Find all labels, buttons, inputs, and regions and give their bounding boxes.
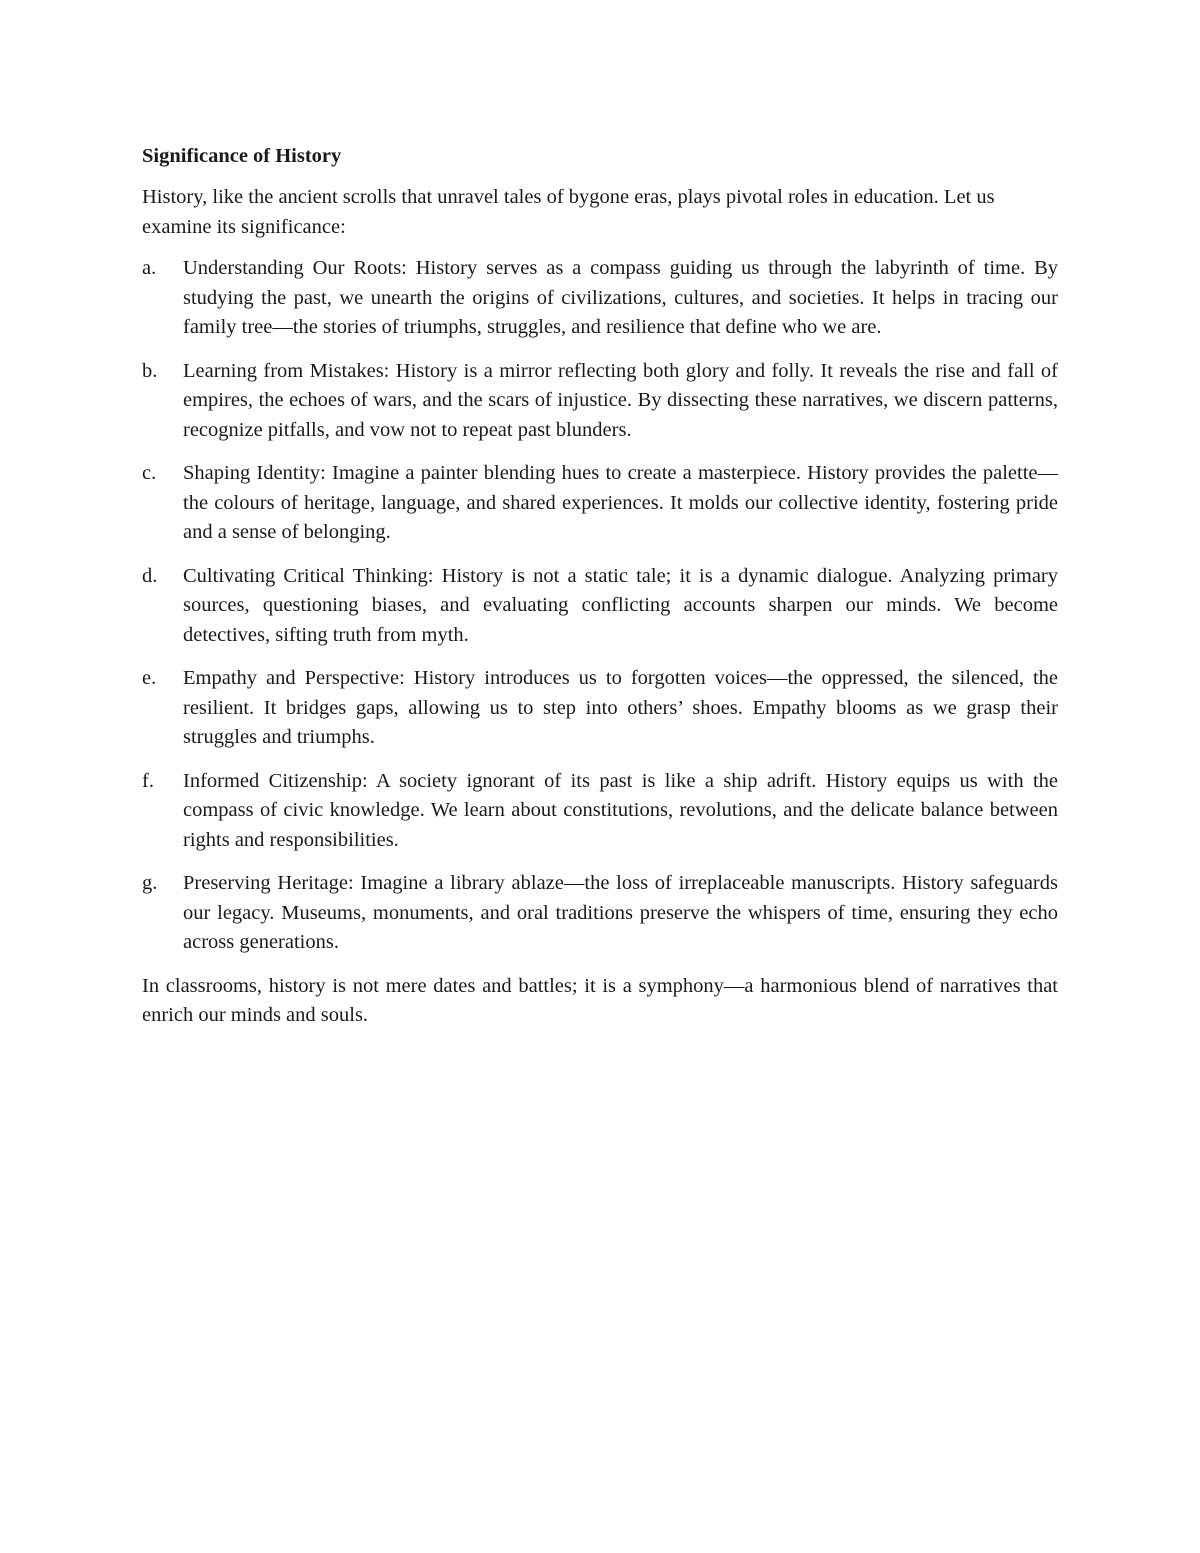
closing-paragraph: In classrooms, history is not mere dates and battles; it is a symphony—a harmonious blend of narratives that enrich our minds and souls. bbox=[142, 974, 1058, 1026]
significance-list bbox=[142, 254, 1058, 958]
list-item-text: Understanding Our Roots: History serves as a compass guiding us through the labyrinth of time. By studying the past, we unearth the origins of civilizations, cultures, and societies. It helps in tracing our family tree—the stories of triumphs, struggles, and resilience that define who we are. bbox=[183, 257, 1058, 338]
list-item bbox=[142, 459, 1058, 548]
list-marker: c. bbox=[142, 462, 157, 484]
list-item-text: Preserving Heritage: Imagine a library ablaze—the loss of irreplaceable manuscripts. History safeguards our legacy. Museums, monuments, and oral traditions preserve the whispers of time, ensuring they echo across generations. bbox=[183, 872, 1058, 953]
list-item bbox=[142, 869, 1058, 958]
intro-paragraph: History, like the ancient scrolls that unravel tales of bygone eras, plays pivotal roles in education. Let us examine its significance: bbox=[142, 186, 995, 238]
list-marker: d. bbox=[142, 564, 158, 587]
list-item-text: Empathy and Perspective: History introduces us to forgotten voices—the oppressed, the silenced, the resilient. It bridges gaps, allowing us to step into others’ shoes. Empathy blooms as we grasp their struggles and triumphs. bbox=[183, 667, 1058, 748]
document-page bbox=[142, 141, 1058, 1031]
list-marker: b. bbox=[142, 359, 158, 382]
list-item-text: Cultivating Critical Thinking: History is not a static tale; it is a dynamic dialogue. Analyzing primary sources, questioning biases, and evaluating conflicting accounts sharpen our minds. We become detectives, sifting truth from myth. bbox=[183, 564, 1058, 646]
document-title: Significance of History bbox=[142, 145, 342, 167]
list-marker: f. bbox=[142, 769, 154, 792]
list-item-text: Learning from Mistakes: History is a mirror reflecting both glory and folly. It reveals the rise and fall of empires, the echoes of wars, and the scars of injustice. By dissecting these narratives, we discern patterns, recognize pitfalls, and vow not to repeat past blunders. bbox=[183, 359, 1058, 441]
list-item-text: Informed Citizenship: A society ignorant of its past is like a ship adrift. History equips us with the compass of civic knowledge. We learn about constitutions, revolutions, and the delicate balance between rights and responsibilities. bbox=[183, 769, 1058, 851]
list-item bbox=[142, 357, 1058, 446]
list-item bbox=[142, 664, 1058, 753]
list-item-text: Shaping Identity: Imagine a painter blending hues to create a masterpiece. History provides the palette—the colours of heritage, language, and shared experiences. It molds our collective identity, fostering pride and a sense of belonging. bbox=[183, 462, 1058, 543]
list-item bbox=[142, 767, 1058, 856]
list-item bbox=[142, 562, 1058, 651]
list-marker: a. bbox=[142, 257, 157, 279]
list-marker: g. bbox=[142, 872, 158, 894]
list-item bbox=[142, 254, 1058, 343]
list-marker: e. bbox=[142, 667, 157, 689]
